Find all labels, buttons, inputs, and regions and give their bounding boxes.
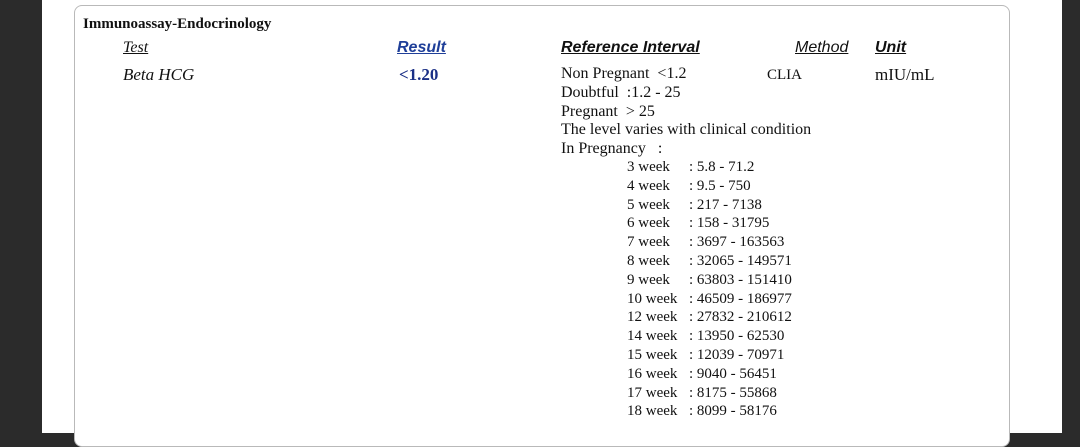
week-label: 3 week <box>627 159 670 175</box>
reference-interval-text <box>561 65 811 159</box>
week-range: : 158 - 31795 <box>689 215 770 232</box>
week-row <box>627 384 792 403</box>
week-label: 15 week <box>627 346 678 363</box>
column-header-test: Test <box>123 39 149 56</box>
column-header-result: Result <box>397 39 446 56</box>
week-row <box>627 308 792 327</box>
reference-line: Pregnant > 25 <box>561 102 655 120</box>
pregnancy-week-ranges <box>627 158 792 421</box>
week-range: : 5.8 - 71.2 <box>689 159 755 175</box>
week-row <box>627 214 792 233</box>
week-row <box>627 196 792 215</box>
week-range: : 63803 - 151410 <box>689 271 792 288</box>
week-label: 16 week <box>627 365 678 382</box>
week-range: : 46509 - 186977 <box>689 290 792 307</box>
column-header-unit: Unit <box>875 39 907 56</box>
column-header-reference-interval: Reference Interval <box>561 39 700 56</box>
week-row <box>627 365 792 384</box>
week-label: 9 week <box>627 271 670 288</box>
week-range: : 13950 - 62530 <box>689 328 785 345</box>
result-value: <1.20 <box>399 65 439 84</box>
week-label: 6 week <box>627 215 670 232</box>
week-label: 12 week <box>627 309 678 326</box>
week-label: 17 week <box>627 384 678 401</box>
reference-line: In Pregnancy : <box>561 140 663 158</box>
week-label: 4 week <box>627 177 670 194</box>
test-name: Beta HCG <box>123 65 195 84</box>
week-row <box>627 158 792 177</box>
section-title: Immunoassay-Endocrinology <box>83 16 272 32</box>
week-range: : 3697 - 163563 <box>689 234 785 251</box>
week-row <box>627 346 792 365</box>
week-row <box>627 271 792 290</box>
week-range: : 9.5 - 750 <box>689 177 751 194</box>
week-row <box>627 233 792 252</box>
week-label: 14 week <box>627 328 678 345</box>
week-row <box>627 327 792 346</box>
column-header-method: Method <box>795 39 849 56</box>
week-row <box>627 402 792 421</box>
week-row <box>627 290 792 309</box>
week-range: : 9040 - 56451 <box>689 365 777 382</box>
week-label: 10 week <box>627 290 678 307</box>
week-range: : 8099 - 58176 <box>689 403 777 420</box>
week-label: 7 week <box>627 234 670 251</box>
method-value: CLIA <box>767 67 802 83</box>
reference-line: Doubtful :1.2 - 25 <box>561 83 681 101</box>
reference-line: Non Pregnant <1.2 <box>561 65 687 82</box>
week-range: : 32065 - 149571 <box>689 252 792 269</box>
results-panel <box>74 5 1010 447</box>
unit-value: mIU/mL <box>875 65 935 84</box>
week-range: : 8175 - 55868 <box>689 384 777 401</box>
week-row <box>627 252 792 271</box>
reference-line: The level varies with clinical condition <box>561 121 812 139</box>
week-label: 8 week <box>627 252 670 269</box>
week-range: : 27832 - 210612 <box>689 309 792 326</box>
report-page <box>42 0 1062 433</box>
week-range: : 217 - 7138 <box>689 196 762 213</box>
week-label: 5 week <box>627 196 670 213</box>
week-label: 18 week <box>627 403 678 420</box>
week-range: : 12039 - 70971 <box>689 346 785 363</box>
week-row <box>627 177 792 196</box>
